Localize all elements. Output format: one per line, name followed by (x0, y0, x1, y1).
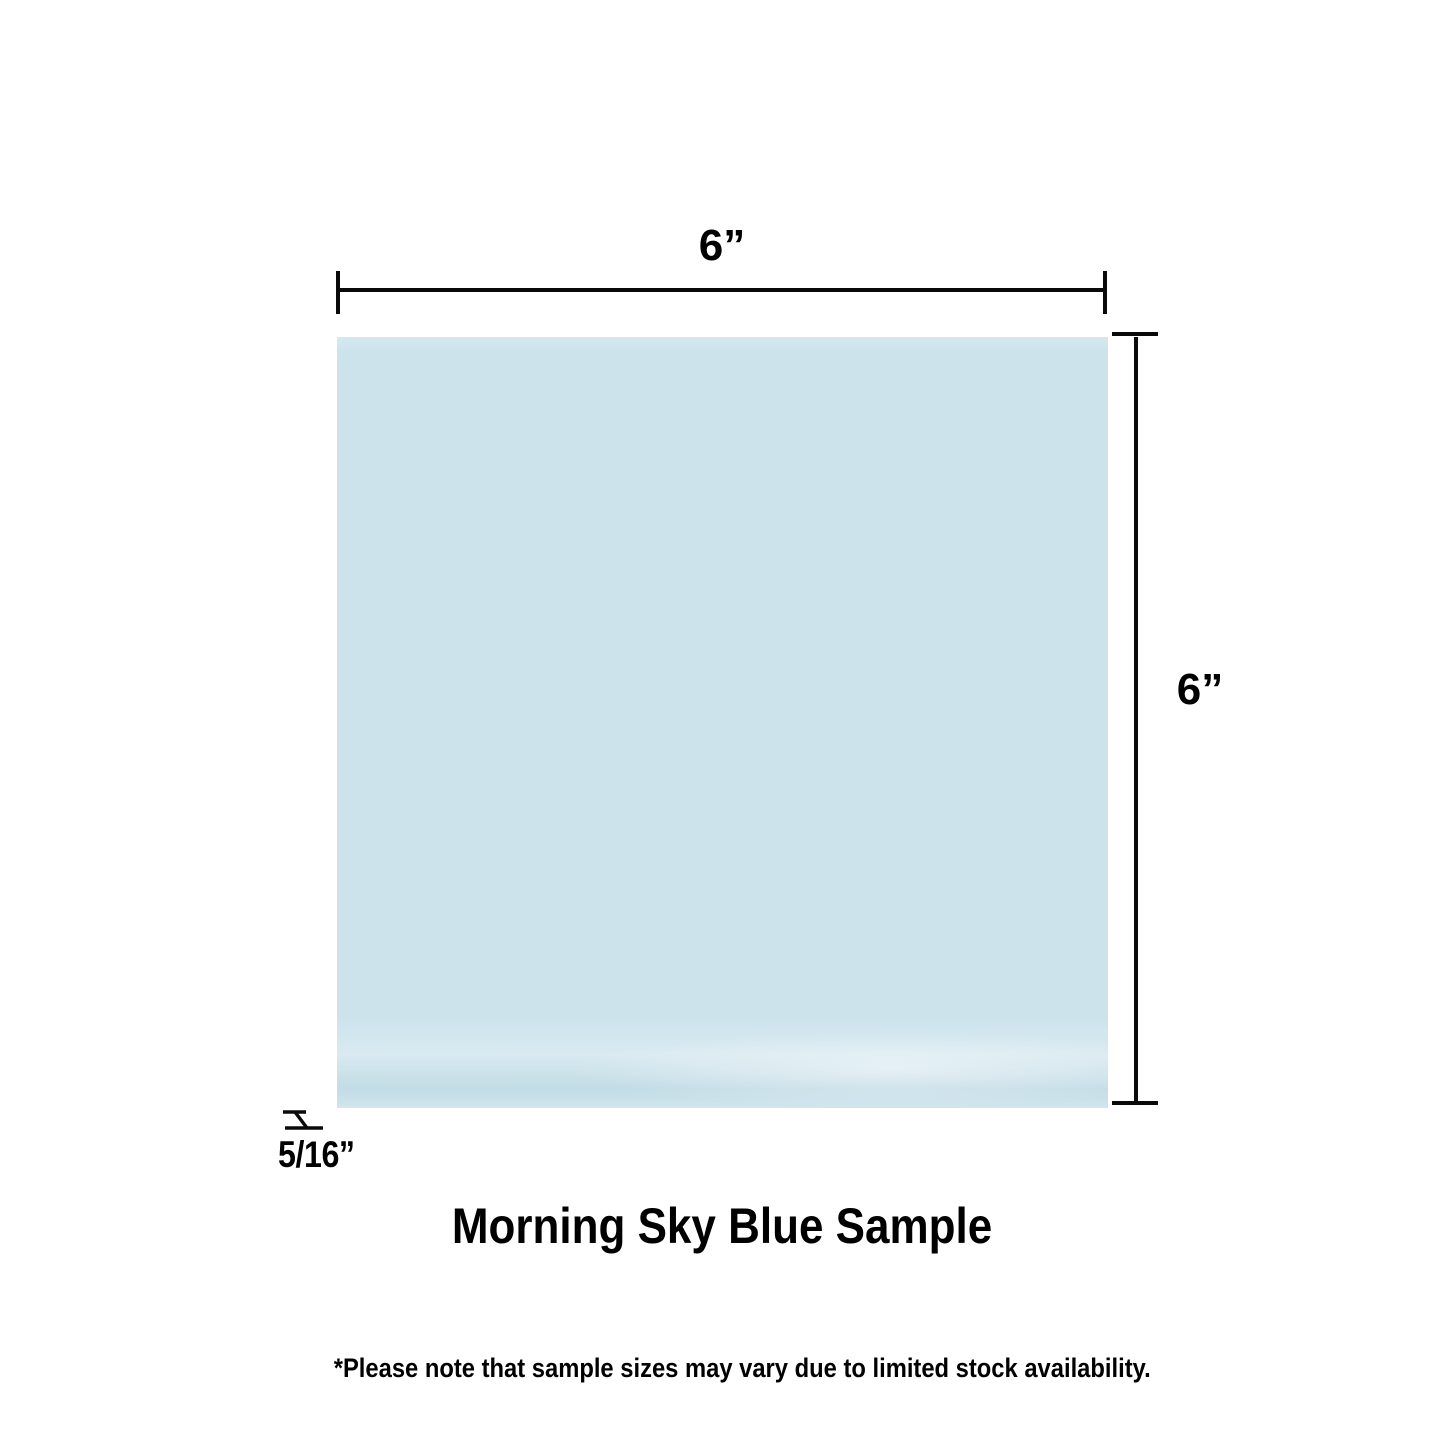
height-dimension-line (1134, 337, 1138, 1104)
thickness-callout-icon (280, 1106, 328, 1134)
sample-swatch (337, 337, 1108, 1108)
height-dimension-tick-bottom (1112, 1101, 1158, 1105)
page-title-text: Morning Sky Blue Sample (452, 1198, 993, 1254)
footnote (20, 1352, 1445, 1384)
width-dimension-tick-left (336, 271, 340, 314)
width-dimension-line (338, 288, 1106, 292)
width-dimension-label: 6” (698, 221, 746, 270)
width-dimension-tick-right (1103, 271, 1107, 314)
height-dimension-tick-top (1112, 332, 1158, 336)
height-dimension-label: 6” (1176, 665, 1224, 714)
page-title (0, 1198, 1445, 1256)
footnote-text: *Please note that sample sizes may vary due to limited stock availability. (334, 1353, 1151, 1383)
thickness-dimension-label: 5/16” (278, 1134, 355, 1175)
